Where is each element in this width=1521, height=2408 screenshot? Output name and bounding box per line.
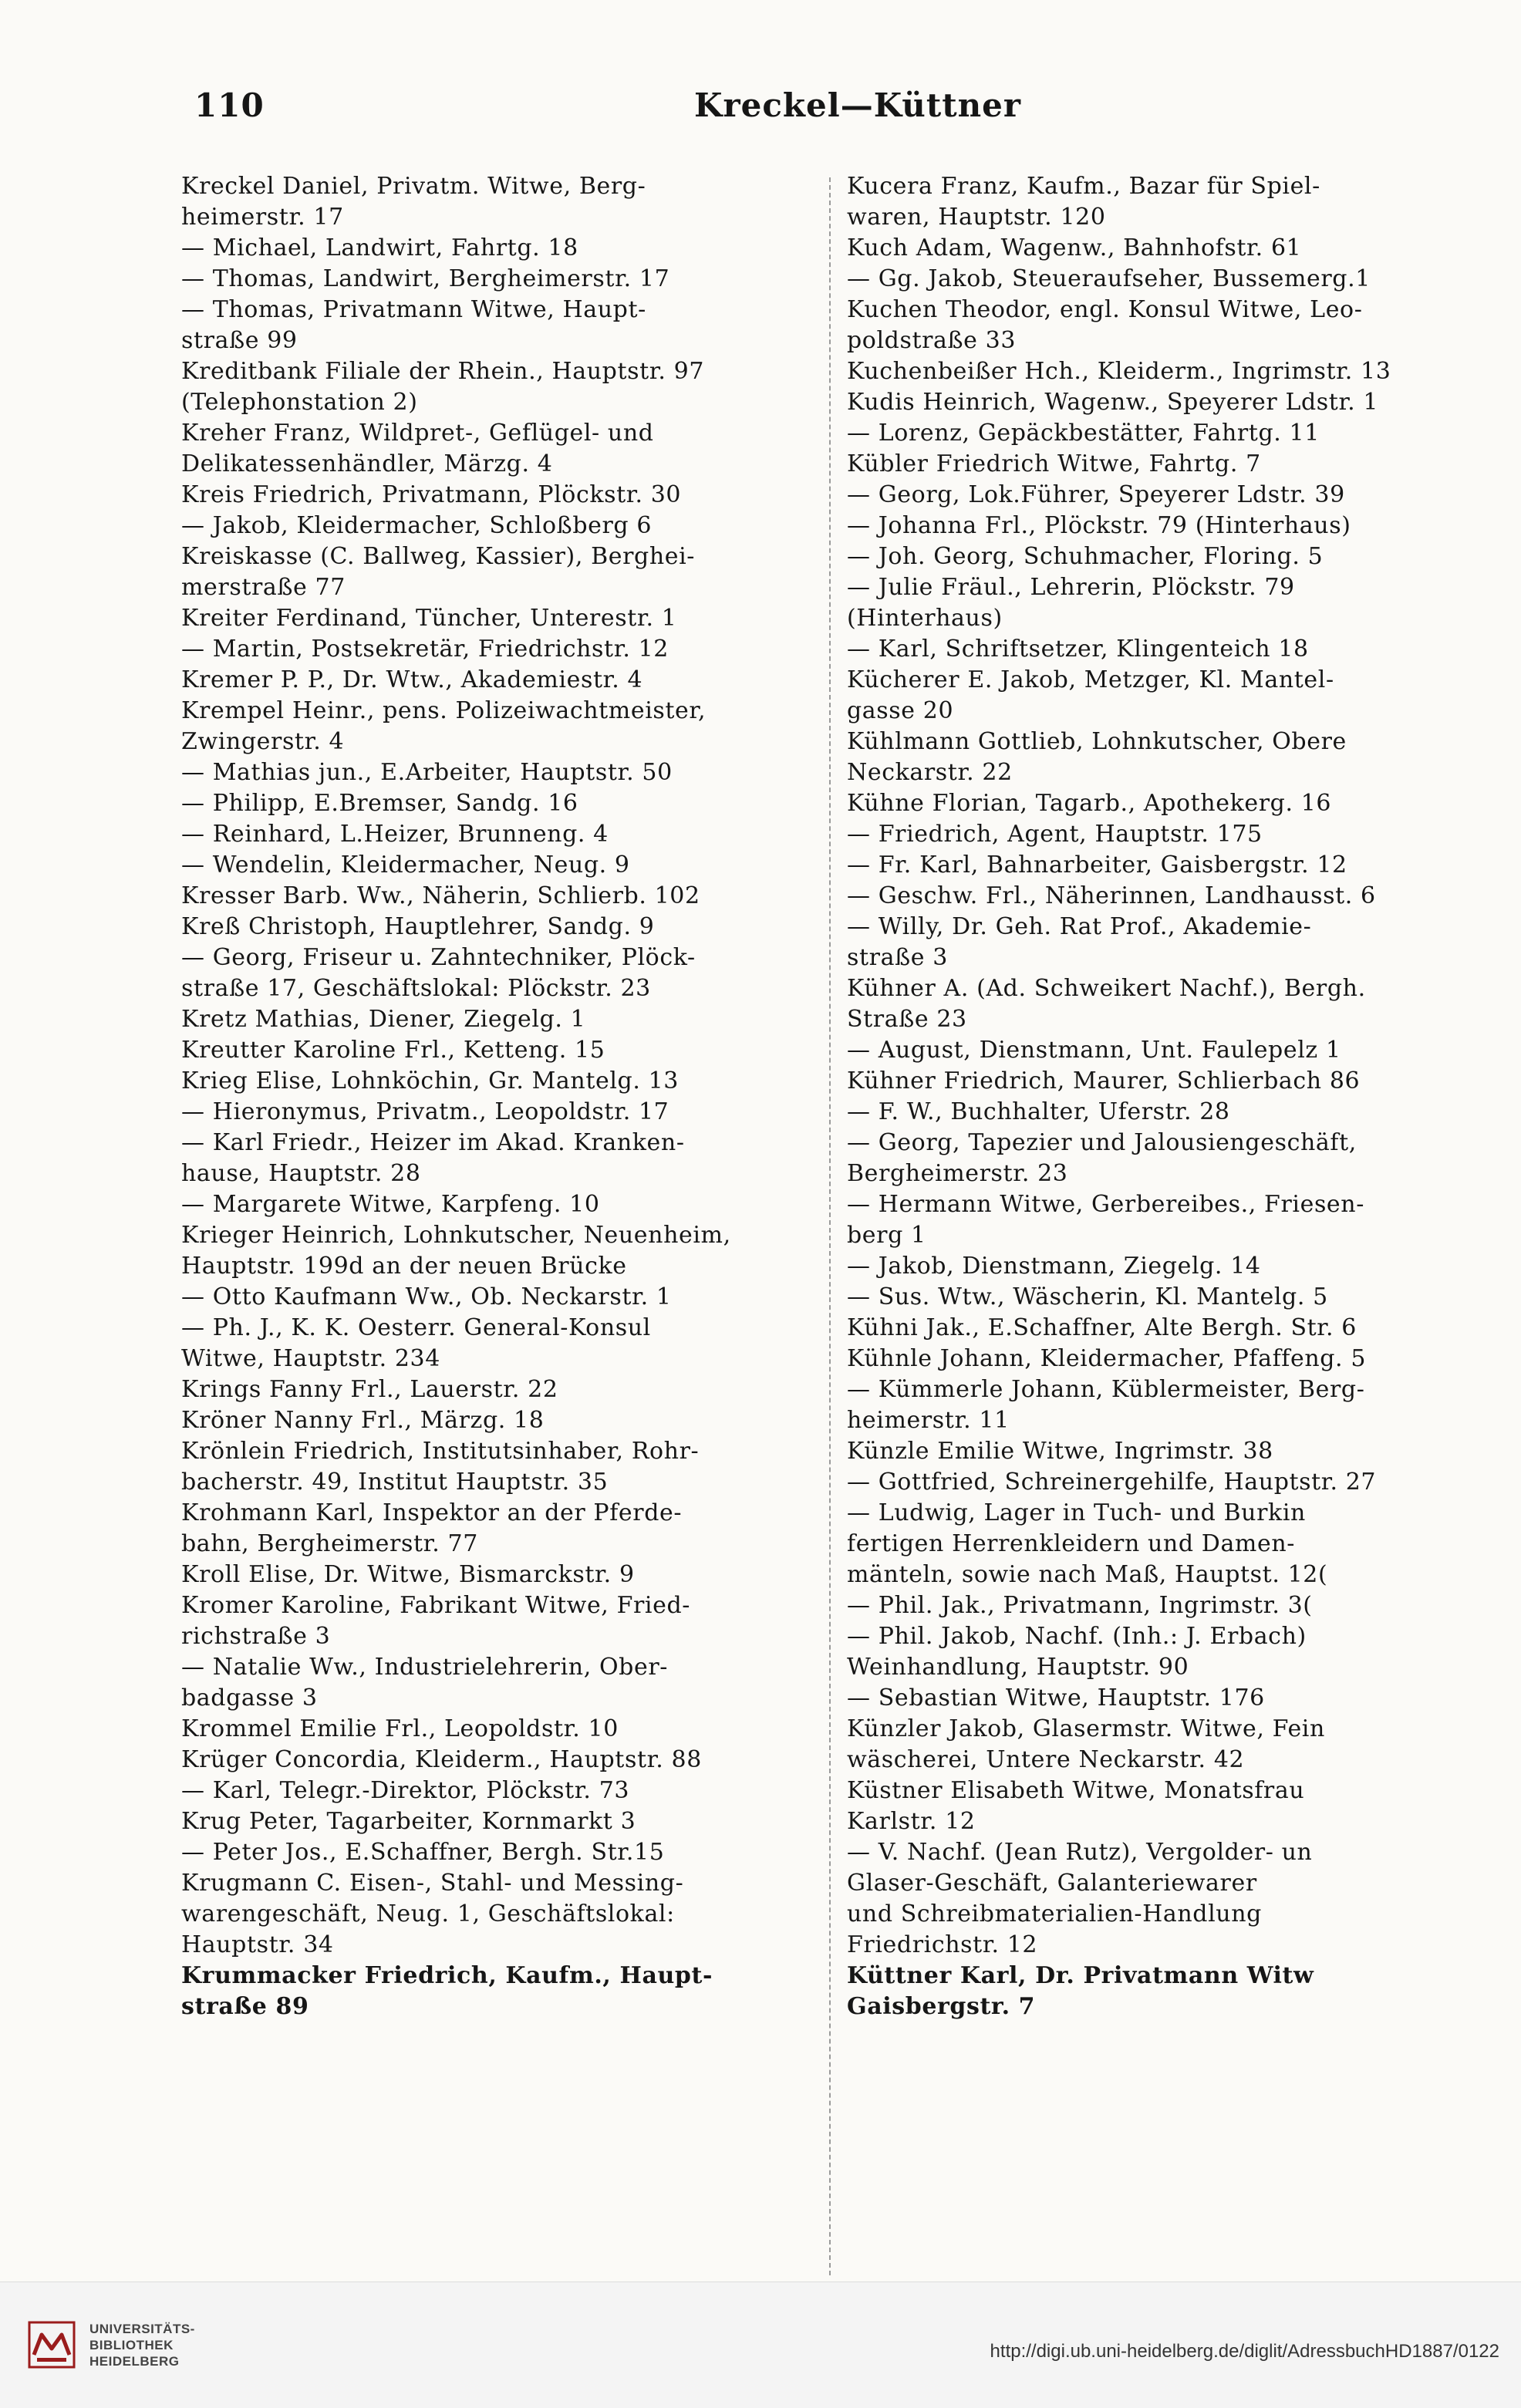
directory-entry-line: — Karl Friedr., Heizer im Akad. Kranken- [181,1129,685,1156]
directory-entry-line: — Karl, Telegr.-Direktor, Plöckstr. 73 [181,1777,630,1804]
directory-entry-line: — Philipp, E.Bremser, Sandg. 16 [181,790,578,817]
directory-entry-line: — Fr. Karl, Bahnarbeiter, Gaisbergstr. 12 [847,852,1347,879]
directory-entry-line: Kromer Karoline, Fabrikant Witwe, Fried- [181,1592,691,1619]
directory-entry-line: — Sebastian Witwe, Hauptstr. 176 [847,1685,1265,1712]
directory-entry-line: Krohmann Karl, Inspektor an der Pferde- [181,1499,683,1526]
directory-entry-line: bacherstr. 49, Institut Hauptstr. 35 [181,1469,609,1496]
directory-entry-line: poldstraße 33 [847,327,1017,354]
left-column [181,171,814,2022]
directory-entry-line: — Jakob, Kleidermacher, Schloßberg 6 [181,512,653,539]
directory-entry-line: straße 17, Geschäftslokal: Plöckstr. 23 [181,975,651,1002]
directory-entry-line: Küstner Elisabeth Witwe, Monatsfrau [847,1777,1305,1804]
library-name [89,2321,195,2369]
directory-entry-line: Kühnle Johann, Kleidermacher, Pfaffeng. 5 [847,1345,1367,1372]
directory-entry-line: Neckarstr. 22 [847,759,1013,786]
directory-entry-line: Künzle Emilie Witwe, Ingrimstr. 38 [847,1438,1273,1465]
directory-entry-line: — Hermann Witwe, Gerbereibes., Friesen- [847,1191,1364,1218]
directory-entry-line: — Natalie Ww., Industrielehrerin, Ober- [181,1654,669,1681]
directory-entry-line: Witwe, Hauptstr. 234 [181,1345,440,1372]
directory-entry-line: Kuchenbeißer Hch., Kleiderm., Ingrimstr. 13 [847,358,1391,385]
directory-entry-line: gasse 20 [847,697,954,724]
directory-entry-line: — Margarete Witwe, Karpfeng. 10 [181,1191,600,1218]
directory-entry-line: Krug Peter, Tagarbeiter, Kornmarkt 3 [181,1808,636,1835]
directory-entry-line: Kühner A. (Ad. Schweikert Nachf.), Bergh. [847,975,1366,1002]
directory-entry-line: Kremer P. P., Dr. Wtw., Akademiestr. 4 [181,666,643,693]
directory-entry-line: heimerstr. 17 [181,204,344,231]
directory-entry-line: — Jakob, Dienstmann, Ziegelg. 14 [847,1253,1261,1280]
directory-entry-line: (Hinterhaus) [847,605,1003,632]
directory-entry-line: — Gottfried, Schreinergehilfe, Hauptstr. 27 [847,1469,1377,1496]
directory-entry-line: — Geschw. Frl., Näherinnen, Landhausst. 6 [847,882,1376,909]
directory-entry-line: warengeschäft, Neug. 1, Geschäftslokal: [181,1900,675,1927]
directory-entry-line: Kühne Florian, Tagarb., Apothekerg. 16 [847,790,1332,817]
footer-bar [0,2282,1521,2408]
directory-entry-line: — Georg, Lok.Führer, Speyerer Ldstr. 39 [847,481,1345,508]
directory-entry-line: und Schreibmaterialien-Handlung [847,1900,1262,1927]
library-name-line: UNIVERSITÄTS- [89,2322,195,2336]
directory-entry-line: Weinhandlung, Hauptstr. 90 [847,1654,1189,1681]
directory-entry-line: (Telephonstation 2) [181,389,418,416]
directory-entry-line: badgasse 3 [181,1685,318,1712]
directory-entry-line: Kreutter Karoline Frl., Ketteng. 15 [181,1037,605,1064]
directory-entry-line: Kröner Nanny Frl., Märzg. 18 [181,1407,545,1434]
directory-entry-line: straße 3 [847,944,948,971]
directory-entry-line: Künzler Jakob, Glasermstr. Witwe, Fein [847,1715,1325,1742]
directory-entry-line: bahn, Bergheimerstr. 77 [181,1530,478,1557]
directory-entry-line: — F. W., Buchhalter, Uferstr. 28 [847,1098,1230,1125]
directory-entry-line: Kreiskasse (C. Ballweg, Kassier), Berghei- [181,543,696,570]
directory-entry-line: Krings Fanny Frl., Lauerstr. 22 [181,1376,558,1403]
directory-entry-line: Hauptstr. 199d an der neuen Brücke [181,1253,627,1280]
directory-entry-line: — Ludwig, Lager in Tuch- und Burkin [847,1499,1306,1526]
directory-entry-line: wäscherei, Untere Neckarstr. 42 [847,1746,1245,1773]
directory-entry-line: Krummacker Friedrich, Kaufm., Haupt- [181,1962,713,1989]
directory-entry-line: Krommel Emilie Frl., Leopoldstr. 10 [181,1715,619,1742]
directory-entry-line: Delikatessenhändler, Märzg. 4 [181,450,553,477]
directory-entry-line: Kuch Adam, Wagenw., Bahnhofstr. 61 [847,234,1302,261]
directory-entry-line: Kucera Franz, Kaufm., Bazar für Spiel- [847,173,1320,200]
column-divider [829,177,831,2275]
directory-entry-line: Kreß Christoph, Hauptlehrer, Sandg. 9 [181,913,655,940]
directory-entry-line: Krönlein Friedrich, Institutsinhaber, Rohr- [181,1438,700,1465]
directory-entry-line: — Reinhard, L.Heizer, Brunneng. 4 [181,821,609,848]
directory-entry-line: — Ph. J., K. K. Oesterr. General-Konsul [181,1314,651,1341]
directory-entry-line: Hauptstr. 34 [181,1931,334,1958]
directory-entry-line: Zwingerstr. 4 [181,728,345,755]
directory-entry-line: — Hieronymus, Privatm., Leopoldstr. 17 [181,1098,669,1125]
directory-entry-line: Krugmann C. Eisen-, Stahl- und Messing- [181,1870,684,1897]
directory-entry-line: — Phil. Jakob, Nachf. (Inh.: J. Erbach) [847,1623,1307,1650]
directory-entry-line: — Sus. Wtw., Wäscherin, Kl. Mantelg. 5 [847,1283,1328,1310]
directory-entry-line: — Friedrich, Agent, Hauptstr. 175 [847,821,1263,848]
directory-entry-line: straße 99 [181,327,298,354]
directory-entry-line: — Phil. Jak., Privatmann, Ingrimstr. 3( [847,1592,1313,1619]
directory-entry-line: Karlstr. 12 [847,1808,976,1835]
directory-entry-line: hause, Hauptstr. 28 [181,1160,421,1187]
directory-entry-line: Küttner Karl, Dr. Privatmann Witw [847,1962,1314,1989]
directory-entry-line: Kresser Barb. Ww., Näherin, Schlierb. 102 [181,882,700,909]
directory-entry-line: — Thomas, Privatmann Witwe, Haupt- [181,296,646,323]
source-url-link[interactable]: http://digi.ub.uni-heidelberg.de/diglit/AdressbuchHD1887/0122 [990,2341,1499,2362]
directory-entry-line: merstraße 77 [181,574,346,601]
directory-entry-line: — Otto Kaufmann Ww., Ob. Neckarstr. 1 [181,1283,672,1310]
directory-entry-line: Gaisbergstr. 7 [847,1993,1036,2020]
directory-entry-line: Kreiter Ferdinand, Tüncher, Unterestr. 1 [181,605,677,632]
directory-entry-line: Friedrichstr. 12 [847,1931,1038,1958]
directory-entry-line: Kreis Friedrich, Privatmann, Plöckstr. 30 [181,481,682,508]
directory-entry-line: — Michael, Landwirt, Fahrtg. 18 [181,234,578,261]
directory-entry-line: Krüger Concordia, Kleiderm., Hauptstr. 88 [181,1746,702,1773]
running-head: Kreckel—Küttner [694,86,1022,124]
directory-entry-line: Straße 23 [847,1006,967,1033]
directory-entry-line: — Wendelin, Kleidermacher, Neug. 9 [181,852,630,879]
directory-entry-line: — Willy, Dr. Geh. Rat Prof., Akademie- [847,913,1312,940]
directory-entry-line: heimerstr. 11 [847,1407,1010,1434]
directory-entry-line: Kreditbank Filiale der Rhein., Hauptstr. 97 [181,358,705,385]
right-column [847,171,1464,2022]
directory-entry-line: — Gg. Jakob, Steueraufseher, Bussemerg.1 [847,265,1371,292]
directory-entry-line: — Joh. Georg, Schuhmacher, Floring. 5 [847,543,1324,570]
directory-entry-line: Kreckel Daniel, Privatm. Witwe, Berg- [181,173,646,200]
library-name-line: HEIDELBERG [89,2354,180,2369]
directory-entry-line: Kroll Elise, Dr. Witwe, Bismarckstr. 9 [181,1561,635,1588]
directory-entry-line: — Georg, Friseur u. Zahntechniker, Plöck- [181,944,696,971]
directory-entry-line: — Martin, Postsekretär, Friedrichstr. 12 [181,636,669,663]
directory-entry-line: — Peter Jos., E.Schaffner, Bergh. Str.15 [181,1839,665,1866]
directory-entry-line: Kreher Franz, Wildpret-, Geflügel- und [181,420,654,447]
directory-entry-line: — Lorenz, Gepäckbestätter, Fahrtg. 11 [847,420,1320,447]
directory-entry-line: fertigen Herrenkleidern und Damen- [847,1530,1295,1557]
directory-entry-line: straße 89 [181,1993,309,2020]
directory-entry-line: — Kümmerle Johann, Küblermeister, Berg- [847,1376,1365,1403]
directory-entry-line: — Mathias jun., E.Arbeiter, Hauptstr. 50 [181,759,673,786]
directory-entry-line: Kühlmann Gottlieb, Lohnkutscher, Obere [847,728,1347,755]
directory-entry-line: Kühni Jak., E.Schaffner, Alte Bergh. Str. 6 [847,1314,1357,1341]
directory-entry-line: — Johanna Frl., Plöckstr. 79 (Hinterhaus) [847,512,1351,539]
directory-entry-line: Krempel Heinr., pens. Polizeiwachtmeister, [181,697,707,724]
directory-entry-line: Kübler Friedrich Witwe, Fahrtg. 7 [847,450,1261,477]
directory-entry-line: — Karl, Schriftsetzer, Klingenteich 18 [847,636,1309,663]
directory-entry-line: mänteln, sowie nach Maß, Hauptst. 12( [847,1561,1328,1588]
directory-entry-line: Kücherer E. Jakob, Metzger, Kl. Mantel- [847,666,1334,693]
directory-entry-line: Kudis Heinrich, Wagenw., Speyerer Ldstr. 1 [847,389,1379,416]
directory-entry-line: Kretz Mathias, Diener, Ziegelg. 1 [181,1006,586,1033]
directory-entry-line: Kuchen Theodor, engl. Konsul Witwe, Leo- [847,296,1363,323]
directory-entry-line: richstraße 3 [181,1623,331,1650]
directory-entry-line: berg 1 [847,1222,926,1249]
directory-entry-line: — V. Nachf. (Jean Rutz), Vergolder- un [847,1839,1313,1866]
directory-entry-line: Bergheimerstr. 23 [847,1160,1068,1187]
directory-entry-line: — Thomas, Landwirt, Bergheimerstr. 17 [181,265,670,292]
directory-entry-line: Krieg Elise, Lohnköchin, Gr. Mantelg. 13 [181,1067,679,1094]
directory-entry-line: — Julie Fräul., Lehrerin, Plöckstr. 79 [847,574,1295,601]
directory-entry-line: Krieger Heinrich, Lohnkutscher, Neuenheim, [181,1222,731,1249]
directory-entry-line: Kühner Friedrich, Maurer, Schlierbach 86 [847,1067,1361,1094]
directory-entry-line: — August, Dienstmann, Unt. Faulepelz 1 [847,1037,1341,1064]
directory-entry-line: waren, Hauptstr. 120 [847,204,1106,231]
university-library-seal-icon [28,2321,76,2369]
library-name-line: BIBLIOTHEK [89,2338,174,2352]
page-number: 110 [194,86,265,124]
directory-entry-line: — Georg, Tapezier und Jalousiengeschäft, [847,1129,1357,1156]
directory-entry-line: Glaser-Geschäft, Galanteriewarer [847,1870,1257,1897]
